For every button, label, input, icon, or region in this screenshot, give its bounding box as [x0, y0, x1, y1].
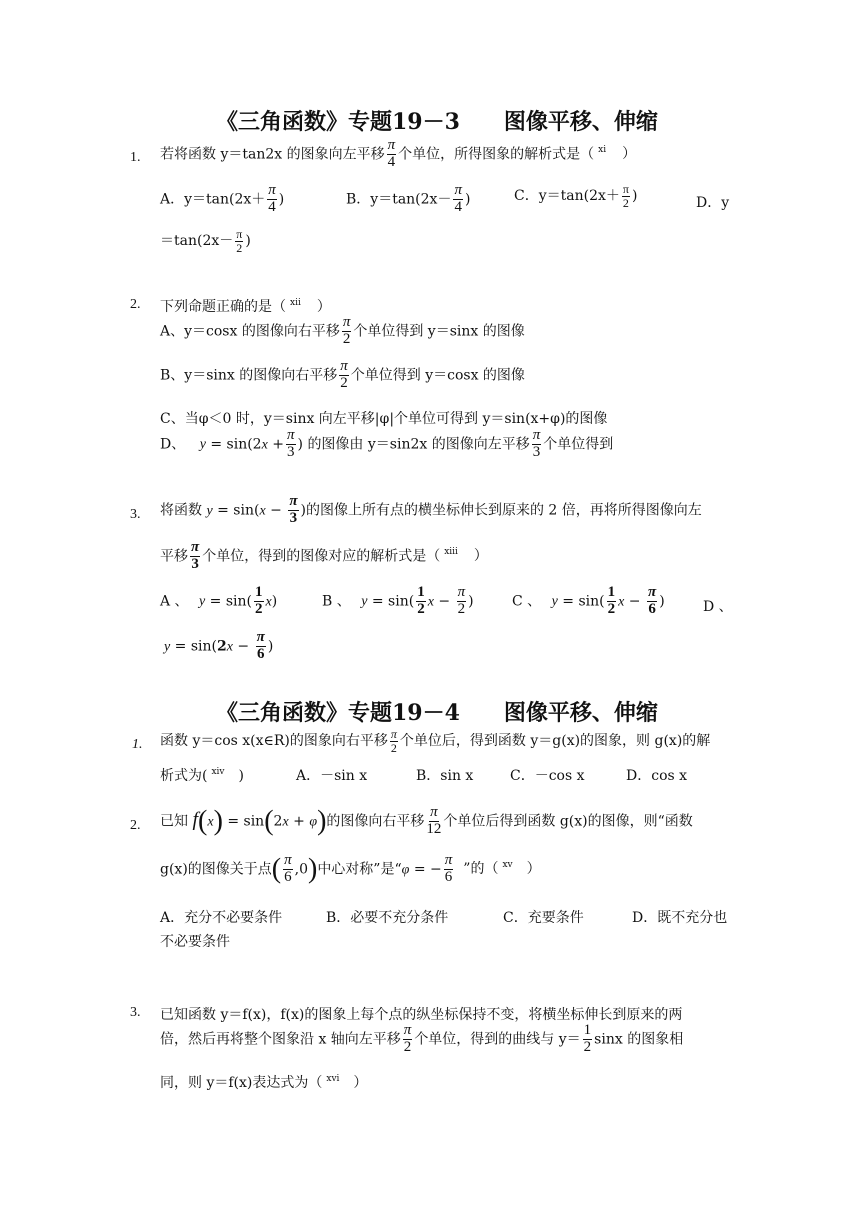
option-b: B．y＝tan(2x－ $\frac{\pi}{4}$ ) [346, 182, 471, 215]
option-d: D．cos x [626, 768, 688, 784]
option-b: B．sin x [416, 768, 474, 784]
question-1-stem: 函数 y＝cos x(x∈R)的图象向右平移 $\frac{\pi}{2}$ 个单位后，得到函数 y＝g(x)的图象，则 g(x)的解 [160, 727, 711, 755]
fraction-pi-over-4: $\frac{\pi}{4}$ [387, 137, 396, 170]
question-number: 1. [130, 150, 141, 165]
question-3-stem: 将函数 y = sin(x − $\frac{\pi}{3}$ )的图像上所有点的横坐标伸长到原来的 2 倍，再将所得图像向左 [160, 493, 702, 526]
option-c: C．y＝tan(2x＋ $\frac{\pi}{2}$ ) [514, 182, 638, 210]
question-number: 2. [130, 818, 141, 833]
question-2-stem: 已知 f(x) = sin(2x + φ)的图像向右平移 $\frac{\pi}{12}$ 个单位后得到函数 g(x)的图像，则“函数 [160, 804, 693, 837]
question-3-line-1: 已知函数 y＝f(x)，f(x)的图象上每个点的纵坐标保持不变，将横坐标伸长到原来的两 [160, 1007, 683, 1023]
option-a: A．y＝tan(2x＋ $\frac{\pi}{4}$ ) [160, 182, 285, 215]
option-d-start: D．既不充分也 [632, 910, 728, 926]
question-number: 1. [132, 737, 143, 752]
question-1-stem: 若将函数 y＝tan2x 的图象向左平移 $\frac{\pi}{4}$ 个单位，所得图象的解析式是（ $^{xi}$ ） [160, 137, 637, 170]
option-b: B、y＝sinx 的图像向右平移 $\frac{\pi}{2}$ 个单位得到 y＝cosx 的图像 [160, 358, 525, 391]
question-2-stem-cont: g(x)的图像关于点( $\frac{\pi}{6}$ ,0)中心对称”是“φ = − $\frac{\pi}{6}$ ”的（ $^{xv}$ ） [160, 852, 541, 885]
option-a: A．－sin x [296, 768, 368, 784]
option-b: B 、 y = sin( $\frac{1}{2}$ x − $\frac{\pi}{2}$ ) [322, 584, 474, 617]
question-3-line-2: 倍，然后再将整个图象沿 x 轴向左平移 $\frac{\pi}{2}$ 个单位，得到的曲线与 y＝ $\frac{1}{2}$ sinx 的图象相 [160, 1022, 684, 1055]
option-a: A、y＝cosx 的图像向右平移 $\frac{\pi}{2}$ 个单位得到 y＝sinx 的图像 [160, 314, 525, 347]
option-c: C 、 y = sin( $\frac{1}{2}$ x − $\frac{\pi}{6}$ ) [512, 584, 665, 617]
question-number: 3. [130, 507, 141, 522]
question-2-stem: 下列命题正确的是（ $^{xii}$ ） [160, 298, 331, 315]
question-number: 2. [130, 297, 141, 312]
section-1-title: 《三角函数》专题19－3 图像平移、伸缩 [216, 109, 658, 135]
option-d-label: D 、 [703, 599, 733, 615]
question-1-stem-cont: 析式为( $^{xiv}$ ) [160, 767, 244, 784]
option-c: C．－cos x [510, 768, 585, 784]
option-c: C．充要条件 [503, 910, 584, 926]
question-3-stem-cont: 平移 $\frac{\pi}{3}$ 个单位，得到的图像对应的解析式是（ $^{xiii}$ ） [160, 539, 488, 572]
option-d-end: ＝tan(2x－ $\frac{\pi}{2}$ ) [160, 227, 251, 255]
option-c: C、当φ＜0 时，y＝sinx 向左平移|φ|个单位可得到 y＝sin(x+φ)的图像 [160, 411, 608, 427]
option-b: B．必要不充分条件 [326, 910, 449, 926]
option-d-start: D．y [696, 195, 730, 211]
section-2-title: 《三角函数》专题19－4 图像平移、伸缩 [216, 700, 658, 726]
option-d-formula: y = sin(2x − $\frac{\pi}{6}$ ) [164, 629, 274, 662]
option-a: A 、 y = sin( $\frac{1}{2}$ x) [160, 584, 278, 617]
option-a: A．充分不必要条件 [160, 910, 283, 926]
question-3-line-3: 同，则 y＝f(x)表达式为（ $^{xvi}$ ） [160, 1074, 368, 1091]
option-d: D、 y = sin(2x + $\frac{\pi}{3}$ ) 的图像由 y＝sin2x 的图像向左平移 $\frac{\pi}{3}$ 个单位得到 [160, 427, 614, 460]
option-d-end: 不必要条件 [160, 934, 230, 950]
question-number: 3. [130, 1005, 141, 1020]
